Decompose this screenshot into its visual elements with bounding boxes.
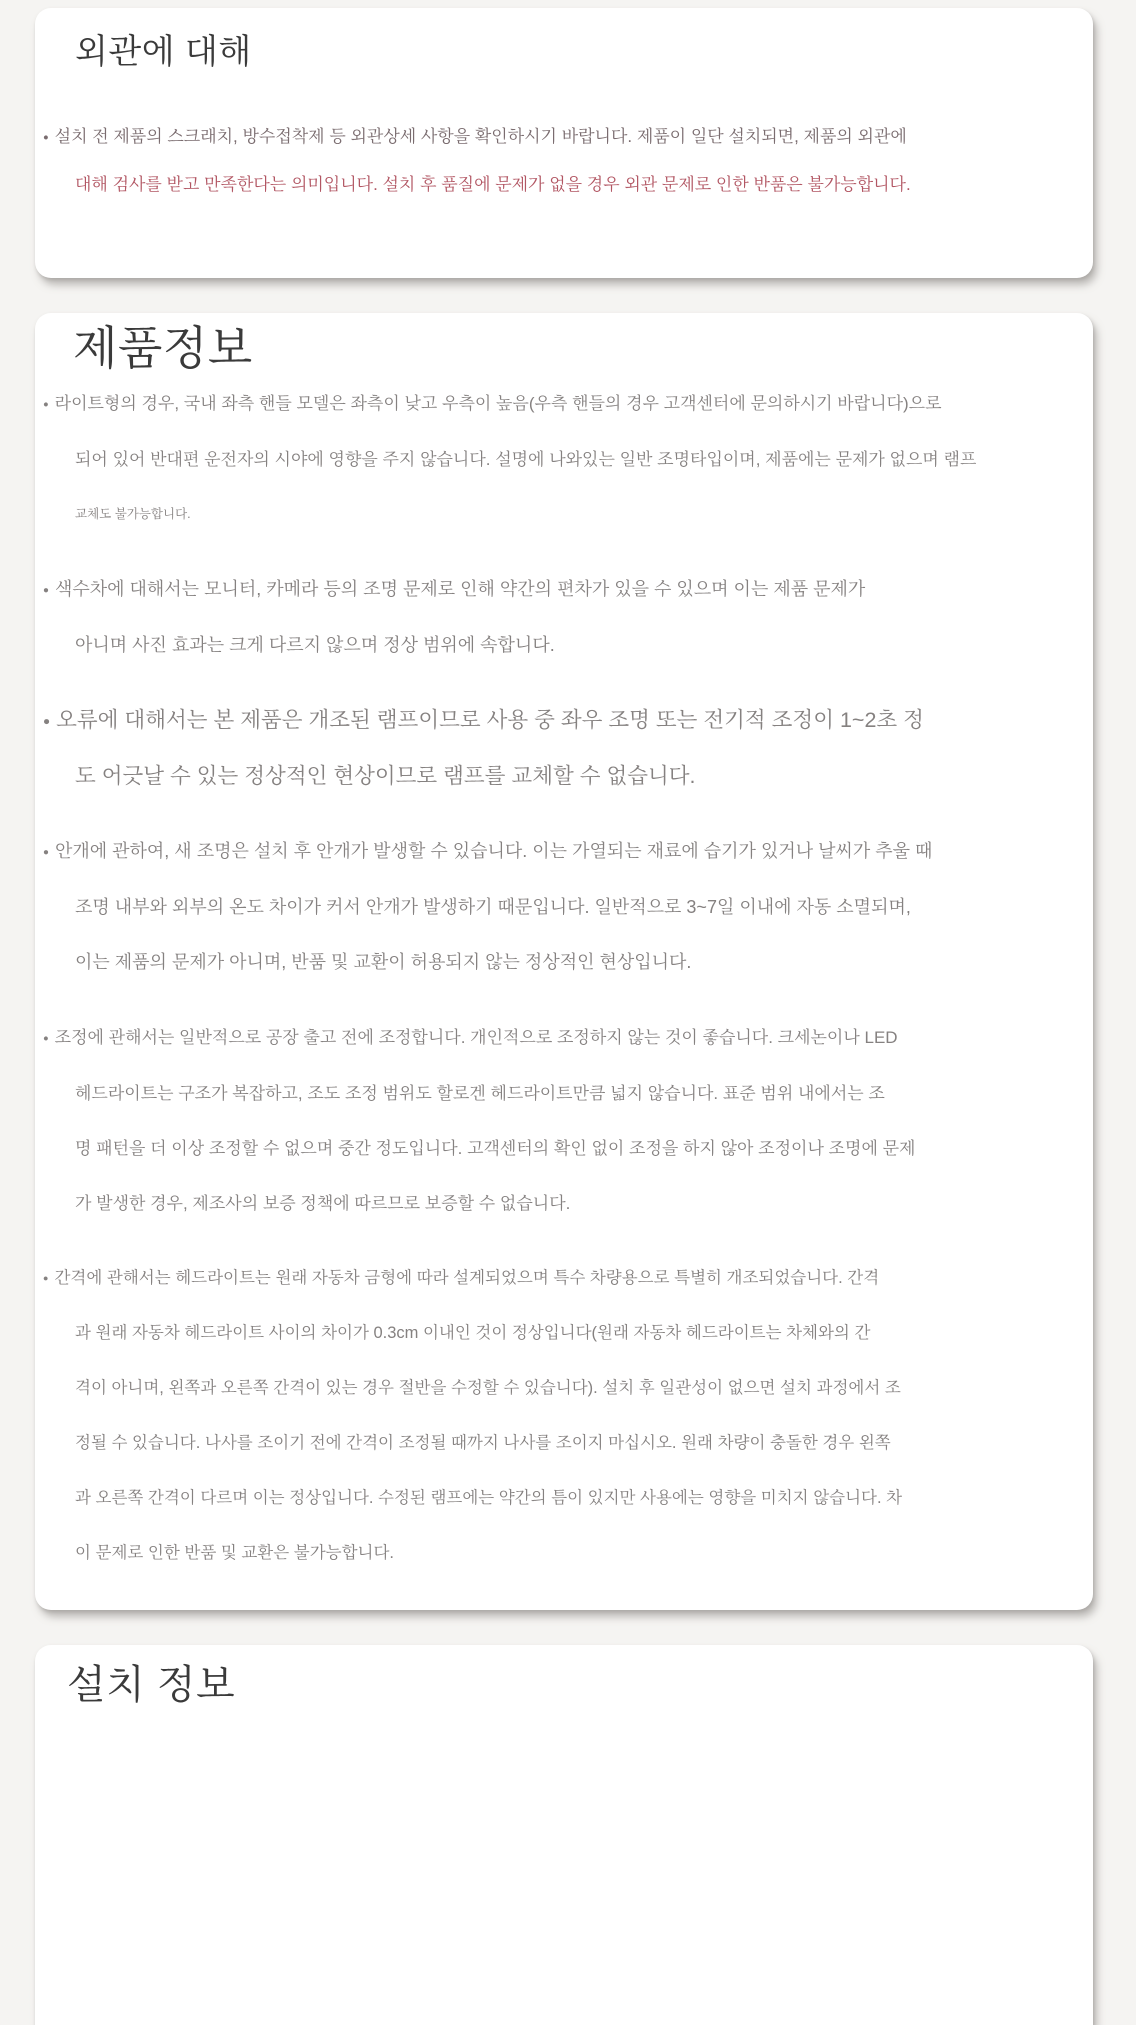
install-info-card xyxy=(35,1645,1093,2025)
notice-line: 정될 수 있습니다. 나사를 조이기 전에 간격이 조정될 때까지 나사를 조이지 마십시오. 원래 차량이 충돌한 경우 왼쪽 xyxy=(75,1434,891,1453)
notice-line xyxy=(43,562,1079,618)
notice-item xyxy=(43,1251,1079,1581)
notice-line-text: 간격에 관해서는 헤드라이트는 원래 자동차 금형에 따라 설계되었으며 특수 차량용으로 특별히 개조되었습니다. 간격 xyxy=(54,1269,880,1288)
notice-line: 이는 제품의 문제가 아니며, 반품 및 교환이 허용되지 않는 정상적인 현상입니다. xyxy=(75,952,692,973)
appearance-notice-list xyxy=(35,113,1093,208)
bullet-icon: ● xyxy=(43,1033,49,1044)
notice-line xyxy=(43,376,1079,432)
appearance-title: 외관에 대해 xyxy=(75,33,252,71)
product-info-notice-list xyxy=(35,376,1093,1581)
notice-line-text: 안개에 관하여, 새 조명은 설치 후 안개가 발생할 수 있습니다. 이는 가열되는 재료에 습기가 있거나 날씨가 추울 때 xyxy=(54,841,933,862)
bullet-icon: ● xyxy=(43,399,49,410)
notice-line-text: 색수차에 대해서는 모니터, 카메라 등의 조명 문제로 인해 약간의 편차가 있을 수 있으며 이는 제품 문제가 xyxy=(54,579,866,600)
notice-line: 과 오른쪽 간격이 다르며 이는 정상입니다. 수정된 램프에는 약간의 틈이 있지만 사용에는 영향을 미치지 않습니다. 차 xyxy=(75,1489,903,1508)
notice-line xyxy=(43,824,1079,880)
notice-item xyxy=(43,1010,1079,1231)
notice-line: 격이 아니며, 왼쪽과 오른쪽 간격이 있는 경우 절반을 수정할 수 있습니다). 설치 후 일관성이 없으면 설치 과정에서 조 xyxy=(75,1379,901,1398)
notice-line: 도 어긋날 수 있는 정상적인 현상이므로 램프를 교체할 수 없습니다. xyxy=(75,764,696,789)
notice-item xyxy=(43,113,1079,208)
notice-line: 대해 검사를 받고 만족한다는 의미입니다. 설치 후 품질에 문제가 없을 경우 외관 문제로 인한 반품은 불가능합니다. xyxy=(75,174,911,194)
notice-line: 가 발생한 경우, 제조사의 보증 정책에 따르므로 보증할 수 없습니다. xyxy=(75,1194,571,1214)
notice-line: 교체도 불가능합니다. xyxy=(75,507,191,522)
notice-line: 명 패턴을 더 이상 조정할 수 없으며 중간 정도입니다. 고객센터의 확인 없이 조정을 하지 않아 조정이나 조명에 문제 xyxy=(75,1139,916,1159)
notice-line: 과 원래 자동차 헤드라이트 사이의 차이가 0.3cm 이내인 것이 정상입니다(원래 자동차 헤드라이트는 차체와의 간 xyxy=(75,1324,871,1343)
notice-line: 이 문제로 인한 반품 및 교환은 불가능합니다. xyxy=(75,1544,394,1563)
bullet-icon: ● xyxy=(43,714,51,729)
bullet-icon: ● xyxy=(43,1273,49,1284)
notice-line: 헤드라이트는 구조가 복잡하고, 조도 조정 범위도 할로겐 헤드라이트만큼 넓지 않습니다. 표준 범위 내에서는 조 xyxy=(75,1084,885,1104)
install-info-title: 설치 정보 xyxy=(67,1663,236,1707)
notice-line xyxy=(43,693,1079,749)
notice-item xyxy=(43,824,1079,990)
notice-item xyxy=(43,562,1079,673)
notice-line xyxy=(43,1010,1079,1066)
notice-item xyxy=(43,376,1079,542)
notice-line: 되어 있어 반대편 운전자의 시야에 영향을 주지 않습니다. 설명에 나와있는 일반 조명타입이며, 제품에는 문제가 없으며 램프 xyxy=(75,450,977,470)
notice-line: 아니며 사진 효과는 크게 다르지 않으며 정상 범위에 속합니다. xyxy=(75,635,555,656)
notice-line-text: 설치 전 제품의 스크래치, 방수접착제 등 외관상세 사항을 확인하시기 바랍니다. 제품이 일단 설치되면, 제품의 외관에 xyxy=(54,126,907,146)
product-info-title: 제품정보 xyxy=(73,322,253,374)
bullet-icon: ● xyxy=(43,847,49,859)
notice-line-text: 라이트형의 경우, 국내 좌측 핸들 모델은 좌측이 낮고 우측이 높음(우측 핸들의 경우 고객센터에 문의하시기 바랍니다)으로 xyxy=(54,394,942,414)
notice-item xyxy=(43,693,1079,804)
appearance-card xyxy=(35,8,1093,278)
bullet-icon: ● xyxy=(43,131,49,142)
notice-line: 조명 내부와 외부의 온도 차이가 커서 안개가 발생하기 때문입니다. 일반적으로 3~7일 이내에 자동 소멸되며, xyxy=(75,897,911,918)
product-info-card xyxy=(35,313,1093,1610)
notice-line-text: 조정에 관해서는 일반적으로 공장 출고 전에 조정합니다. 개인적으로 조정하지 않는 것이 좋습니다. 크세논이나 LED xyxy=(54,1028,898,1048)
notice-line xyxy=(43,113,1079,161)
notice-line-text: 오류에 대해서는 본 제품은 개조된 램프이므로 사용 중 좌우 조명 또는 전기적 조정이 1~2초 정 xyxy=(56,708,924,733)
notice-line xyxy=(43,1251,1079,1306)
bullet-icon: ● xyxy=(43,585,49,597)
